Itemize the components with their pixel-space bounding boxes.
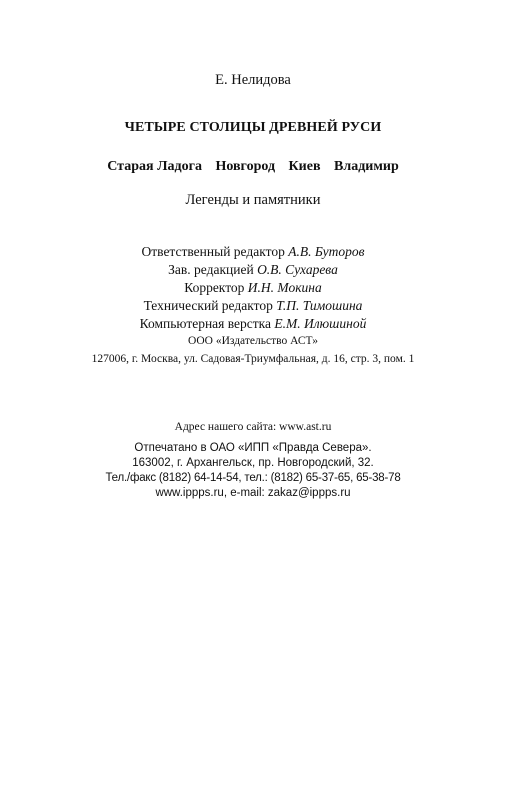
city-name: Новгород — [215, 159, 276, 174]
credit-line — [0, 297, 506, 315]
printer-line: Отпечатано в ОАО «ИПП «Правда Севера». — [134, 442, 372, 454]
credit-role: Зав. редакцией — [168, 262, 254, 277]
credit-line — [0, 315, 506, 333]
printer-line: www.ippps.ru, e-mail: zakaz@ippps.ru — [155, 487, 351, 499]
printer-line: 163002, г. Архангельск, пр. Новгородский, 32. — [132, 457, 374, 469]
credit-person: Е.М. Илюшиной — [274, 316, 367, 331]
credit-person: Т.П. Тимошина — [276, 298, 363, 313]
credit-line — [0, 261, 506, 279]
author-name: Е. Нелидова — [215, 72, 291, 88]
city-name: Старая Ладога — [107, 159, 202, 174]
publisher-name: ООО «Издательство АСТ» — [188, 335, 318, 347]
credit-person: И.Н. Мокина — [247, 280, 322, 295]
credit-role: Корректор — [184, 280, 245, 295]
credits-block — [0, 243, 506, 333]
cities-line — [0, 159, 506, 175]
book-title: ЧЕТЫРЕ СТОЛИЦЫ ДРЕВНЕЙ РУСИ — [124, 120, 382, 135]
credit-line — [0, 279, 506, 297]
printer-line: Тел./факс (8182) 64-14-54, тел.: (8182) 65-37-65, 65-38-78 — [105, 472, 401, 484]
book-subtitle: Легенды и памятники — [185, 192, 321, 208]
credit-role: Ответственный редактор — [141, 244, 285, 259]
credit-role: Технический редактор — [143, 298, 273, 313]
credit-person: А.В. Буторов — [288, 244, 365, 259]
credit-person: О.В. Сухарева — [257, 262, 338, 277]
publisher-address: 127006, г. Москва, ул. Садовая-Триумфальная, д. 16, стр. 3, пом. 1 — [91, 353, 415, 365]
city-name: Киев — [288, 159, 321, 174]
website-line: Адрес нашего сайта: www.ast.ru — [174, 421, 332, 433]
credit-role: Компьютерная верстка — [139, 316, 272, 331]
city-name: Владимир — [334, 159, 399, 174]
printer-block — [0, 441, 506, 501]
credit-line — [0, 243, 506, 261]
